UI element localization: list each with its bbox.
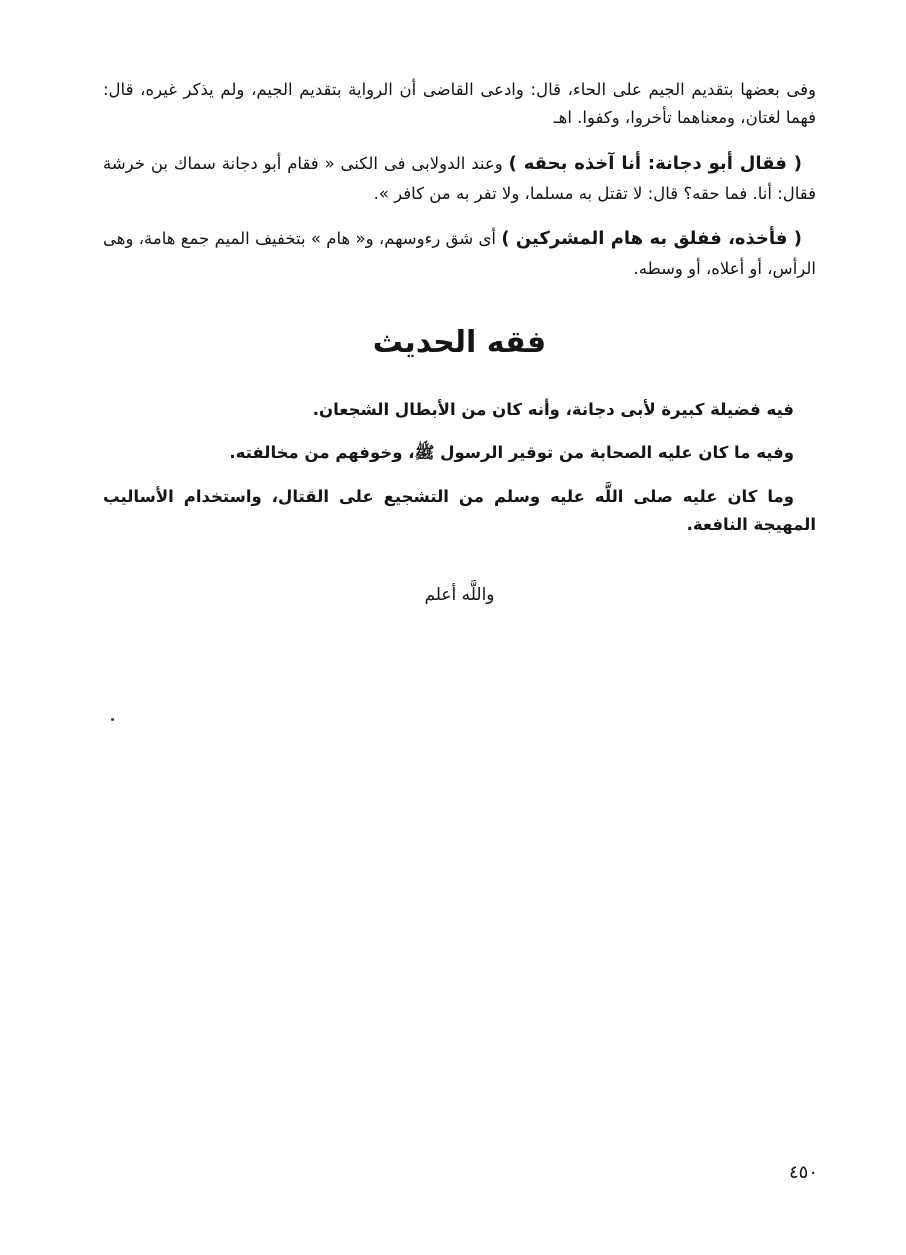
fiqh-point: وما كان عليه صلى اللَّه عليه وسلم من التشجيع على القتال، واستخدام الأساليب المهيجة النافعة. [103, 486, 816, 534]
lemma-bold-text: ( فقال أبو دجانة: أنا آخذه بحقه ) [508, 152, 803, 174]
lemma-commentary-text: وعند الدولابى فى الكنى « فقام أبو دجانة سماك بن خرشة فقال: أنا. فما حقه؟ قال: لا تقتل به مسلما، ولا تفر به من كافر ». [103, 153, 816, 203]
closing-phrase: واللَّه أعلم [424, 584, 495, 605]
lemma-bold-text: ( فأخذه، ففلق به هام المشركين ) [501, 228, 802, 250]
section-heading: فقه الحديث [372, 325, 547, 361]
fiqh-point: وفيه ما كان عليه الصحابة من توقير الرسول ﷺ، وخوفهم من مخالفته. [229, 443, 794, 463]
text-block [103, 76, 816, 605]
scan-speck [111, 718, 114, 721]
fiqh-point: فيه فضيلة كبيرة لأبى دجانة، وأنه كان من الأبطال الشجعان. [312, 400, 794, 420]
lemma-commentary-text: أى شق رءوسهم، و« هام » بتخفيف الميم جمع هامة، وهى الرأس، أو أعلاه، أو وسطه. [103, 229, 816, 279]
page-number: ٤٥٠ [788, 1162, 818, 1183]
paragraph-continuation: وفى بعضها بتقديم الجيم على الحاء، قال: وادعى القاضى أن الرواية بتقديم الجيم، ولم يذكر غيره، قال: فهما لغتان، ومعناهما تأخروا، وكفوا. اهـ [103, 80, 816, 128]
paragraph-lemma-1 [103, 149, 816, 208]
paragraph-lemma-2 [103, 224, 816, 283]
